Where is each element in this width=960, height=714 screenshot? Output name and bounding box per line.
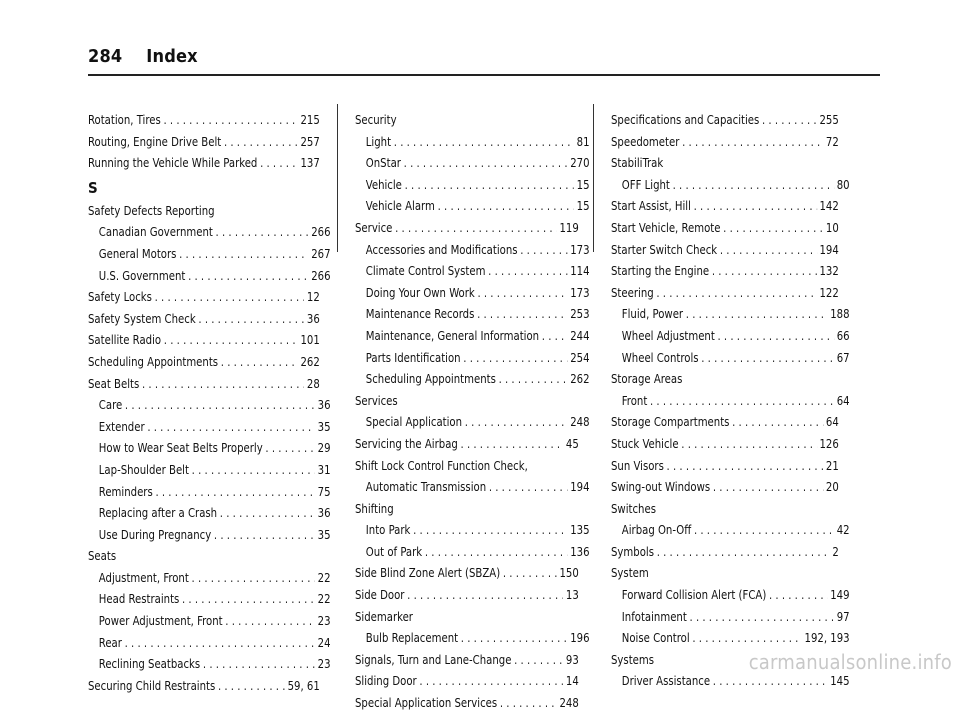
entry-label: Maintenance Records bbox=[365, 306, 475, 322]
dot-leader bbox=[712, 260, 817, 282]
dot-leader bbox=[650, 390, 834, 412]
dot-leader bbox=[692, 627, 801, 649]
index-subentry bbox=[88, 610, 331, 632]
entry-label: Starting the Engine bbox=[611, 263, 710, 279]
index-subentry bbox=[88, 481, 331, 503]
dot-leader bbox=[214, 524, 315, 546]
dot-leader bbox=[500, 692, 557, 714]
entry-label: Storage Compartments bbox=[611, 414, 730, 430]
dot-leader bbox=[769, 584, 828, 606]
index-entry bbox=[611, 131, 839, 153]
entry-label: Light bbox=[365, 133, 392, 149]
entry-page: 150 bbox=[559, 565, 579, 581]
index-subentry bbox=[355, 476, 590, 498]
dot-leader bbox=[179, 243, 308, 265]
dot-leader bbox=[681, 433, 816, 455]
entry-label: Into Park bbox=[365, 522, 411, 538]
entry-page: 2 bbox=[832, 543, 839, 559]
dot-leader bbox=[404, 152, 568, 174]
entry-label: Stuck Vehicle bbox=[611, 435, 679, 451]
dot-leader bbox=[192, 459, 315, 481]
index-entry bbox=[611, 411, 839, 433]
entry-page: 262 bbox=[300, 353, 320, 369]
entry-page: 15 bbox=[576, 198, 590, 214]
entry-label: Special Application bbox=[365, 414, 463, 430]
dot-leader bbox=[265, 437, 315, 459]
entry-label: Vehicle bbox=[365, 176, 402, 192]
entry-page: 119 bbox=[559, 219, 579, 235]
entry-page: 266 bbox=[311, 267, 331, 283]
dot-leader bbox=[477, 303, 567, 325]
entry-label: Starter Switch Check bbox=[611, 241, 718, 257]
index-subentry bbox=[88, 567, 331, 589]
index-entry bbox=[355, 584, 579, 606]
index-heading: Systems bbox=[611, 651, 655, 667]
entry-label: OnStar bbox=[365, 155, 401, 171]
index-subentry bbox=[611, 303, 850, 325]
entry-page: 149 bbox=[830, 587, 850, 603]
dot-leader bbox=[203, 653, 315, 675]
entry-label: Scheduling Appointments bbox=[365, 371, 496, 387]
entry-page: 255 bbox=[819, 112, 839, 127]
entry-page: 215 bbox=[300, 112, 320, 127]
entry-label: General Motors bbox=[98, 245, 177, 261]
entry-page: 36 bbox=[306, 310, 320, 326]
entry-label: Head Restraints bbox=[98, 591, 180, 607]
header-rule bbox=[88, 74, 880, 76]
index-subentry bbox=[355, 260, 590, 282]
index-heading: Seats bbox=[88, 548, 117, 564]
index-subentry bbox=[88, 221, 331, 243]
index-entry bbox=[88, 329, 320, 351]
page-header bbox=[88, 46, 198, 67]
entry-label: Accessories and Modifications bbox=[365, 241, 518, 257]
index-entry bbox=[88, 286, 320, 308]
entry-page: 196 bbox=[570, 630, 590, 646]
index-subentry bbox=[355, 303, 590, 325]
entry-page: 126 bbox=[819, 435, 839, 451]
entry-page: 67 bbox=[836, 349, 850, 365]
index-heading: Security bbox=[355, 112, 397, 127]
entry-label: How to Wear Seat Belts Properly bbox=[98, 440, 263, 456]
entry-label: Signals, Turn and Lane-Change bbox=[355, 651, 512, 667]
index-subentry bbox=[611, 584, 850, 606]
index-subentry bbox=[355, 131, 590, 153]
entry-label: Side Blind Zone Alert (SBZA) bbox=[355, 565, 501, 581]
dot-leader bbox=[225, 610, 315, 632]
dot-leader bbox=[163, 109, 297, 131]
entry-label: Scheduling Appointments bbox=[88, 353, 219, 369]
index-entry bbox=[88, 308, 320, 330]
dot-leader bbox=[216, 221, 309, 243]
dot-leader bbox=[463, 347, 567, 369]
entry-label: Noise Control bbox=[621, 630, 690, 646]
dot-leader bbox=[762, 109, 817, 131]
entry-label: Satellite Radio bbox=[88, 332, 162, 348]
index-subentry bbox=[88, 459, 331, 481]
index-subentry bbox=[88, 416, 331, 438]
index-entry bbox=[611, 239, 839, 261]
dot-leader bbox=[147, 416, 315, 438]
entry-label: Routing, Engine Drive Belt bbox=[88, 133, 222, 149]
entry-label: Start Assist, Hill bbox=[611, 198, 691, 214]
index-subentry bbox=[611, 627, 850, 649]
entry-label: Bulb Replacement bbox=[365, 630, 459, 646]
entry-page: 93 bbox=[565, 651, 579, 667]
index-subentry bbox=[88, 265, 331, 287]
entry-label: Reclining Seatbacks bbox=[98, 656, 201, 672]
entry-page: 14 bbox=[565, 673, 579, 689]
dot-leader bbox=[155, 481, 315, 503]
entry-label: Wheel Controls bbox=[621, 349, 699, 365]
index-heading: StabiliTrak bbox=[611, 155, 664, 171]
index-heading: Shifting bbox=[355, 500, 394, 516]
index-entry bbox=[88, 351, 320, 373]
dot-leader bbox=[125, 632, 315, 654]
entry-label: Infotainment bbox=[621, 608, 687, 624]
index-entry bbox=[611, 541, 839, 563]
dot-leader bbox=[461, 627, 568, 649]
entry-label: Swing-out Windows bbox=[611, 479, 711, 495]
entry-page: 137 bbox=[300, 155, 320, 171]
index-entry bbox=[611, 195, 839, 217]
page-number: 284 bbox=[88, 46, 123, 67]
dot-leader bbox=[503, 562, 557, 584]
entry-page: 248 bbox=[570, 414, 590, 430]
dot-leader bbox=[419, 670, 563, 692]
entry-label: Securing Child Restraints bbox=[88, 677, 216, 693]
dot-leader bbox=[713, 476, 823, 498]
entry-page: 194 bbox=[819, 241, 839, 257]
entry-page: 270 bbox=[570, 155, 590, 171]
entry-page: 21 bbox=[825, 457, 839, 473]
dot-leader bbox=[686, 303, 828, 325]
entry-page: 188 bbox=[830, 306, 850, 322]
dot-leader bbox=[477, 282, 567, 304]
entry-page: 20 bbox=[825, 479, 839, 495]
entry-label: Maintenance, General Information bbox=[365, 327, 540, 343]
entry-label: Safety Locks bbox=[88, 289, 152, 305]
entry-page: 22 bbox=[317, 569, 331, 585]
index-subentry bbox=[355, 282, 590, 304]
dot-leader bbox=[438, 195, 574, 217]
index-entry bbox=[611, 217, 839, 239]
dot-leader bbox=[405, 174, 574, 196]
entry-page: 36 bbox=[317, 505, 331, 521]
entry-label: Seat Belts bbox=[88, 375, 140, 391]
entry-page: 194 bbox=[570, 479, 590, 495]
entry-page: 248 bbox=[559, 695, 579, 711]
entry-label: Automatic Transmission bbox=[365, 479, 487, 495]
entry-page: 28 bbox=[306, 375, 320, 391]
dot-leader bbox=[425, 541, 568, 563]
index-subentry bbox=[88, 394, 331, 416]
entry-page: 192, 193 bbox=[804, 630, 850, 646]
dot-leader bbox=[221, 351, 298, 373]
index-subentry bbox=[355, 347, 590, 369]
dot-leader bbox=[720, 239, 817, 261]
dot-leader bbox=[260, 152, 298, 174]
entry-label: Fluid, Power bbox=[621, 306, 684, 322]
entry-page: 36 bbox=[317, 397, 331, 413]
entry-page: 22 bbox=[317, 591, 331, 607]
entry-label: Front bbox=[621, 392, 648, 408]
index-entry bbox=[355, 692, 579, 714]
entry-label: Power Adjustment, Front bbox=[98, 613, 223, 629]
entry-label: Side Door bbox=[355, 587, 405, 603]
entry-page: 136 bbox=[570, 543, 590, 559]
index-subentry bbox=[355, 411, 590, 433]
index-heading: Safety Defects Reporting bbox=[88, 202, 215, 218]
entry-label: Reminders bbox=[98, 483, 153, 499]
dot-leader bbox=[142, 373, 304, 395]
index-entry bbox=[88, 152, 320, 174]
entry-page: 72 bbox=[825, 133, 839, 149]
entry-label: Symbols bbox=[611, 543, 654, 559]
index-subentry bbox=[88, 243, 331, 265]
entry-label: Out of Park bbox=[365, 543, 423, 559]
index-entry bbox=[611, 282, 839, 304]
entry-page: 24 bbox=[317, 634, 331, 650]
entry-page: 173 bbox=[570, 241, 590, 257]
index-subentry bbox=[611, 347, 850, 369]
index-subentry bbox=[355, 239, 590, 261]
dot-leader bbox=[723, 217, 823, 239]
index-entry bbox=[355, 670, 579, 692]
entry-page: 59, 61 bbox=[287, 677, 320, 693]
entry-label: Driver Assistance bbox=[621, 673, 711, 689]
entry-label: Use During Pregnancy bbox=[98, 526, 212, 542]
entry-page: 97 bbox=[836, 608, 850, 624]
entry-page: 75 bbox=[317, 483, 331, 499]
entry-page: 122 bbox=[819, 284, 839, 300]
entry-label: Rear bbox=[98, 634, 122, 650]
dot-leader bbox=[220, 502, 315, 524]
entry-label: Care bbox=[98, 397, 123, 413]
dot-leader bbox=[701, 347, 834, 369]
entry-page: 114 bbox=[570, 263, 590, 279]
entry-page: 29 bbox=[317, 440, 331, 456]
entry-page: 45 bbox=[565, 435, 579, 451]
index-subentry bbox=[355, 195, 590, 217]
dot-leader bbox=[218, 675, 285, 697]
entry-page: 10 bbox=[825, 219, 839, 235]
index-subentry bbox=[355, 325, 590, 347]
entry-page: 244 bbox=[570, 327, 590, 343]
entry-page: 267 bbox=[311, 245, 331, 261]
dot-leader bbox=[499, 368, 568, 390]
index-heading: Services bbox=[355, 392, 398, 408]
index-entry bbox=[355, 217, 579, 239]
entry-page: 23 bbox=[317, 656, 331, 672]
dot-leader bbox=[694, 195, 817, 217]
index-subentry bbox=[611, 519, 850, 541]
entry-label: Safety System Check bbox=[88, 310, 196, 326]
entry-page: 35 bbox=[317, 526, 331, 542]
entry-label: Vehicle Alarm bbox=[365, 198, 435, 214]
entry-label: Special Application Services bbox=[355, 695, 498, 711]
entry-page: 12 bbox=[306, 289, 320, 305]
entry-page: 101 bbox=[300, 332, 320, 348]
entry-page: 254 bbox=[570, 349, 590, 365]
entry-page: 80 bbox=[836, 176, 850, 192]
entry-label: Climate Control System bbox=[365, 263, 486, 279]
dot-leader bbox=[690, 606, 834, 628]
index-subentry bbox=[88, 588, 331, 610]
dot-leader bbox=[182, 588, 315, 610]
dot-leader bbox=[514, 649, 563, 671]
dot-leader bbox=[465, 411, 568, 433]
index-entry bbox=[611, 433, 839, 455]
dot-leader bbox=[192, 567, 315, 589]
index-subentry bbox=[611, 325, 850, 347]
index-subentry bbox=[88, 632, 331, 654]
entry-page: 15 bbox=[576, 176, 590, 192]
entry-label: Wheel Adjustment bbox=[621, 327, 715, 343]
entry-page: 23 bbox=[317, 613, 331, 629]
entry-label: Lap-Shoulder Belt bbox=[98, 461, 189, 477]
entry-label: Parts Identification bbox=[365, 349, 461, 365]
index-entry bbox=[88, 373, 320, 395]
entry-page: 64 bbox=[836, 392, 850, 408]
index-entry bbox=[355, 649, 579, 671]
column-divider bbox=[337, 104, 338, 252]
index-subentry bbox=[355, 541, 590, 563]
entry-label: Forward Collision Alert (FCA) bbox=[621, 587, 767, 603]
index-subentry bbox=[88, 653, 331, 675]
dot-leader bbox=[682, 131, 823, 153]
entry-page: 66 bbox=[836, 327, 850, 343]
entry-label: Steering bbox=[611, 284, 654, 300]
dot-leader bbox=[520, 239, 567, 261]
dot-leader bbox=[657, 541, 830, 563]
index-entry bbox=[355, 562, 579, 584]
watermark: carmanualsonline.info bbox=[748, 650, 952, 674]
index-subentry bbox=[611, 174, 850, 196]
entry-page: 173 bbox=[570, 284, 590, 300]
dot-leader bbox=[542, 325, 568, 347]
index-subentry bbox=[355, 368, 590, 390]
index-subentry bbox=[611, 390, 850, 412]
index-entry bbox=[88, 109, 320, 131]
entry-page: 262 bbox=[570, 371, 590, 387]
entry-label: OFF Light bbox=[621, 176, 670, 192]
dot-leader bbox=[667, 455, 824, 477]
dot-leader bbox=[489, 476, 568, 498]
index-entry bbox=[88, 675, 320, 697]
dot-leader bbox=[461, 433, 564, 455]
dot-leader bbox=[694, 519, 834, 541]
entry-page: 145 bbox=[830, 673, 850, 689]
dot-leader bbox=[224, 131, 298, 153]
index-subentry bbox=[611, 606, 850, 628]
entry-page: 13 bbox=[565, 587, 579, 603]
dot-leader bbox=[394, 131, 574, 153]
index-column-2 bbox=[355, 109, 590, 714]
index-entry bbox=[88, 131, 320, 153]
entry-label: Canadian Government bbox=[98, 224, 213, 240]
entry-label: Adjustment, Front bbox=[98, 569, 189, 585]
entry-page: 132 bbox=[819, 263, 839, 279]
index-heading: Sidemarker bbox=[355, 608, 413, 624]
index-entry bbox=[611, 476, 839, 498]
entry-page: 257 bbox=[300, 133, 320, 149]
index-entry bbox=[611, 260, 839, 282]
entry-page: 253 bbox=[570, 306, 590, 322]
index-column-1 bbox=[88, 109, 331, 696]
dot-leader bbox=[718, 325, 834, 347]
index-heading: Shift Lock Control Function Check, bbox=[355, 457, 528, 473]
index-subentry bbox=[355, 152, 590, 174]
dot-leader bbox=[164, 329, 298, 351]
entry-label: Sliding Door bbox=[355, 673, 417, 689]
entry-page: 31 bbox=[317, 461, 331, 477]
entry-page: 42 bbox=[836, 522, 850, 538]
entry-label: Rotation, Tires bbox=[88, 112, 161, 127]
entry-page: 81 bbox=[576, 133, 590, 149]
dot-leader bbox=[395, 217, 557, 239]
dot-leader bbox=[407, 584, 563, 606]
entry-label: Servicing the Airbag bbox=[355, 435, 458, 451]
dot-leader bbox=[198, 308, 304, 330]
entry-label: Running the Vehicle While Parked bbox=[88, 155, 258, 171]
entry-page: 266 bbox=[311, 224, 331, 240]
entry-page: 135 bbox=[570, 522, 590, 538]
dot-leader bbox=[488, 260, 567, 282]
index-subentry bbox=[88, 502, 331, 524]
entry-label: Sun Visors bbox=[611, 457, 664, 473]
index-entry bbox=[611, 455, 839, 477]
index-subentry bbox=[355, 627, 590, 649]
column-divider bbox=[593, 104, 594, 252]
entry-page: 35 bbox=[317, 418, 331, 434]
dot-leader bbox=[673, 174, 834, 196]
entry-page: 142 bbox=[819, 198, 839, 214]
dot-leader bbox=[732, 411, 823, 433]
index-subentry bbox=[88, 437, 331, 459]
index-entry bbox=[355, 433, 579, 455]
index-heading: Switches bbox=[611, 500, 656, 516]
dot-leader bbox=[413, 519, 567, 541]
entry-label: U.S. Government bbox=[98, 267, 186, 283]
section-letter: S bbox=[88, 178, 98, 197]
dot-leader bbox=[155, 286, 305, 308]
entry-label: Speedometer bbox=[611, 133, 680, 149]
entry-label: Airbag On-Off bbox=[621, 522, 692, 538]
index-entry bbox=[611, 109, 839, 131]
entry-label: Specifications and Capacities bbox=[611, 112, 760, 127]
index-subentry bbox=[355, 174, 590, 196]
entry-page: 64 bbox=[825, 414, 839, 430]
entry-label: Start Vehicle, Remote bbox=[611, 219, 721, 235]
dot-leader bbox=[125, 394, 315, 416]
entry-label: Doing Your Own Work bbox=[365, 284, 475, 300]
dot-leader bbox=[188, 265, 308, 287]
page-title: Index bbox=[146, 46, 198, 67]
dot-leader bbox=[656, 282, 816, 304]
entry-label: Extender bbox=[98, 418, 145, 434]
index-subentry bbox=[355, 519, 590, 541]
index-heading: Storage Areas bbox=[611, 371, 683, 387]
index-heading: System bbox=[611, 565, 649, 581]
entry-label: Replacing after a Crash bbox=[98, 505, 218, 521]
index-subentry bbox=[88, 524, 331, 546]
entry-label: Service bbox=[355, 219, 393, 235]
